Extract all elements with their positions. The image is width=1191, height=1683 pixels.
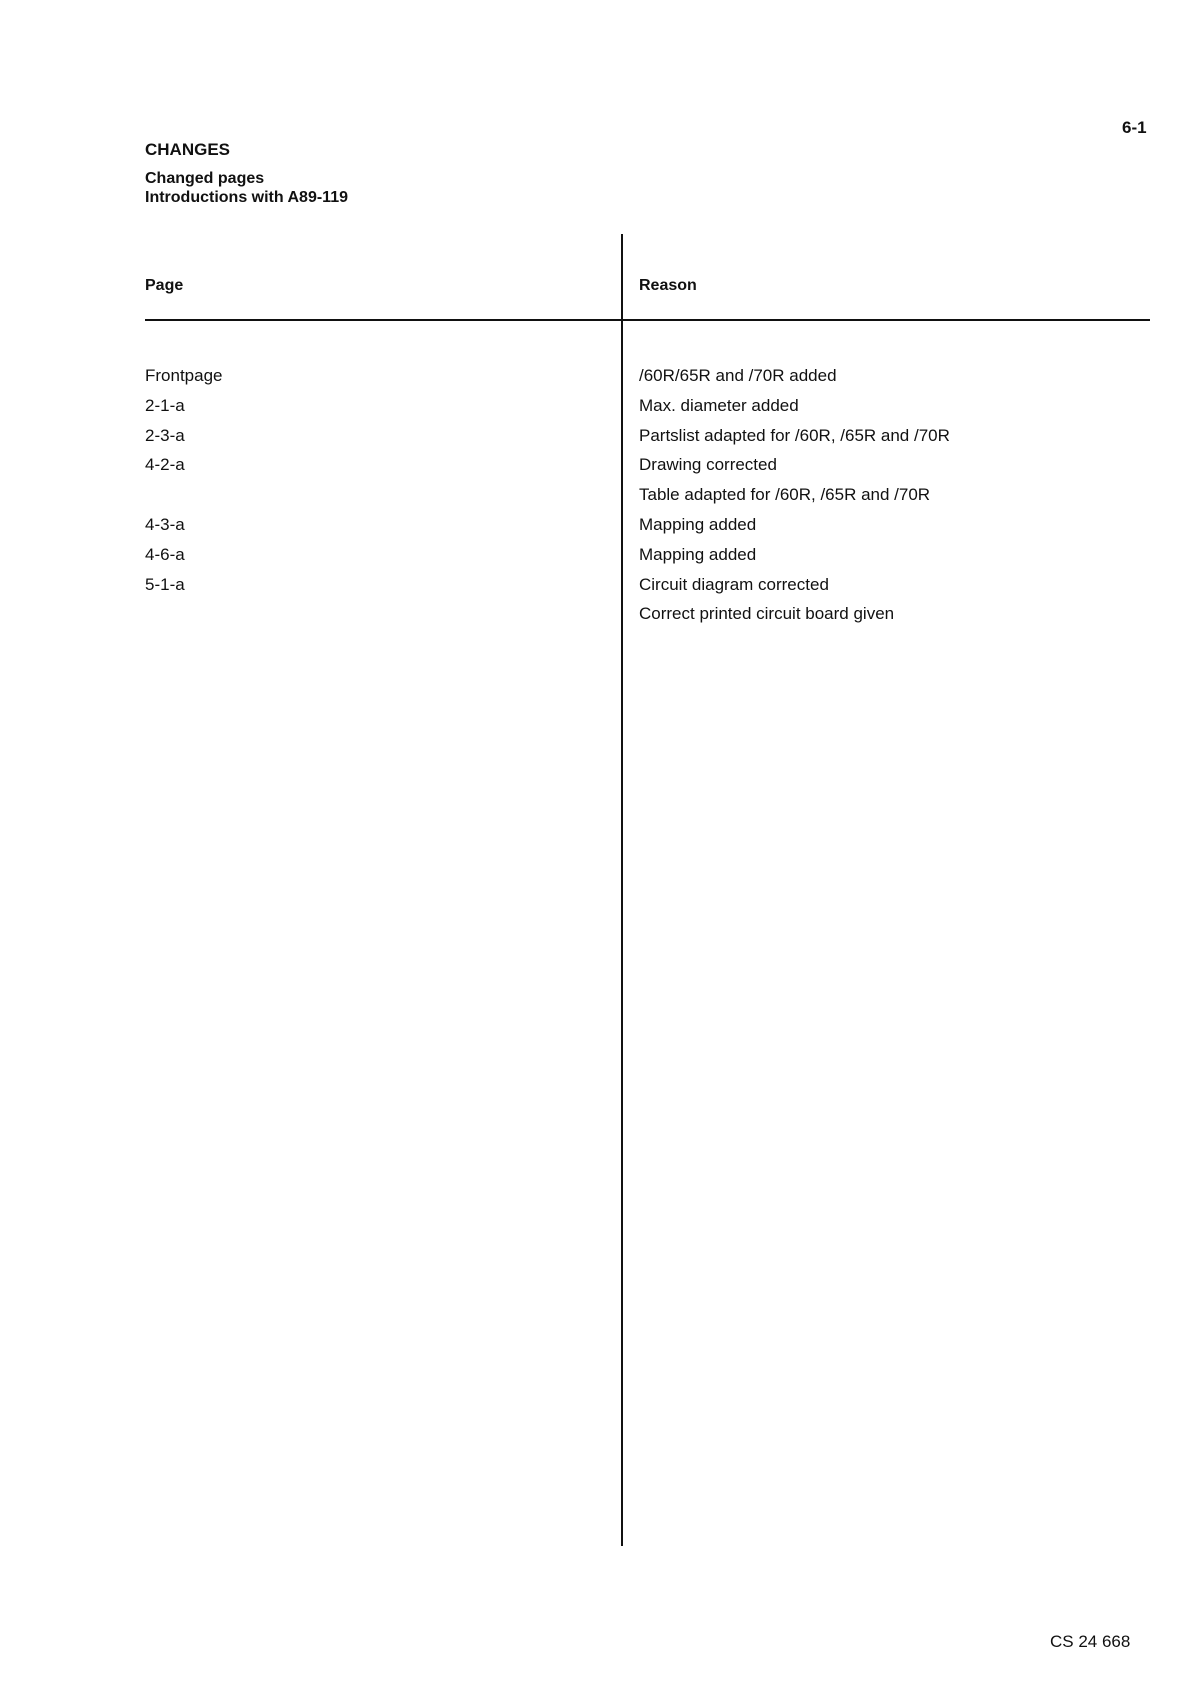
row-reason-cell: Correct printed circuit board given bbox=[639, 604, 895, 623]
row-page-cell: 5-1-a bbox=[145, 575, 185, 594]
row-page-cell: 4-6-a bbox=[145, 545, 185, 564]
row-page-cell: Frontpage bbox=[145, 366, 223, 385]
row-page-cell: 4-3-a bbox=[145, 515, 185, 534]
row-reason-cell: /60R/65R and /70R added bbox=[639, 366, 837, 385]
column-header-reason: Reason bbox=[639, 277, 697, 294]
column-header-page: Page bbox=[145, 277, 184, 294]
row-reason-cell: Drawing corrected bbox=[639, 455, 777, 474]
row-reason-cell: Mapping added bbox=[639, 515, 757, 534]
subtitle-introductions: Introductions with A89-119 bbox=[145, 189, 348, 206]
row-reason-cell: Partslist adapted for /60R, /65R and /70R bbox=[639, 426, 950, 445]
row-reason-cell: Max. diameter added bbox=[639, 396, 799, 415]
row-page-cell: 2-1-a bbox=[145, 396, 185, 415]
row-page-cell: 2-3-a bbox=[145, 426, 185, 445]
row-page-cell: 4-2-a bbox=[145, 455, 185, 474]
row-reason-cell: Circuit diagram corrected bbox=[639, 575, 829, 594]
header-rule bbox=[145, 319, 1150, 321]
row-reason-cell: Table adapted for /60R, /65R and /70R bbox=[639, 485, 931, 504]
row-reason-cell: Mapping added bbox=[639, 545, 757, 564]
page-number: 6-1 bbox=[1122, 118, 1147, 137]
column-divider bbox=[621, 234, 623, 1546]
subtitle-changed-pages: Changed pages bbox=[145, 170, 265, 187]
document-code: CS 24 668 bbox=[1050, 1632, 1131, 1651]
section-title: CHANGES bbox=[145, 140, 231, 159]
